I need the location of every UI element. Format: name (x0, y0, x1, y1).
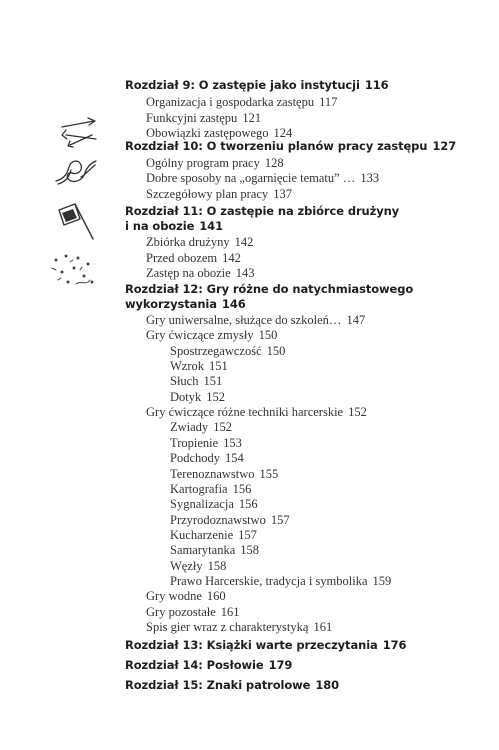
arrows-icon (58, 115, 100, 151)
toc-entry (146, 606, 240, 619)
toc-subentry (170, 529, 257, 542)
page-number: 161 (313, 620, 333, 634)
toc-entry (146, 157, 284, 170)
chapter-10-heading (125, 141, 456, 153)
entry-label: Podchody (170, 451, 220, 465)
page-number: 156 (232, 482, 252, 496)
chapter-title: i na obozie (125, 219, 195, 233)
page-number: 146 (221, 297, 246, 311)
toc-entry (146, 329, 277, 342)
toc-subentry (170, 498, 258, 511)
entry-label: Spostrzegawczość (170, 344, 262, 358)
entry-label: Gry ćwiczące różne techniki harcerskie (146, 405, 344, 419)
chapter-11-heading (125, 206, 399, 218)
entry-label: Samarytanka (170, 543, 236, 557)
chapter-title: Rozdział 9: O zastępie jako instytucji (125, 78, 360, 92)
chapter-title: wykorzystania (125, 297, 217, 311)
toc-entry (146, 406, 367, 419)
scattered-marks-icon (48, 250, 98, 290)
entry-label: Kucharzenie (170, 528, 234, 542)
entry-label: Gry pozostałe (146, 605, 216, 619)
toc-subentry (170, 437, 242, 450)
toc-entry (146, 590, 226, 603)
page-number: 141 (199, 219, 223, 233)
toc-subentry (170, 391, 225, 404)
chapter-15-heading (125, 680, 339, 692)
entry-label: Gry wodne (146, 589, 202, 603)
entry-label: Przed obozem (146, 251, 218, 265)
entry-label: Przyrodoznawstwo (170, 513, 266, 527)
page-number: 150 (266, 344, 286, 358)
entry-label: Gry ćwiczące zmysły (146, 328, 254, 342)
chapter-title: Rozdział 11: O zastępie na zbiórce drużyny (125, 204, 400, 218)
toc-subentry (170, 560, 226, 573)
page-number: 151 (203, 374, 223, 388)
page-number: 116 (364, 78, 389, 92)
chapter-13-heading (125, 640, 406, 652)
page-number: 142 (234, 235, 254, 249)
chapter-title: Rozdział 15: Znaki patrolowe (125, 678, 311, 692)
entry-label: Funkcyjni zastępu (146, 111, 238, 125)
page-number: 152 (213, 420, 232, 434)
entry-label: Sygnalizacja (170, 497, 234, 511)
entry-label: Obowiązki zastępowego (146, 126, 269, 140)
entry-label: Węzły (170, 559, 203, 573)
entry-label: Szczegółowy plan pracy (146, 187, 269, 201)
page-number: 176 (382, 638, 407, 652)
page-number: 137 (273, 187, 292, 201)
toc-entry (146, 96, 337, 109)
chapter-12-heading-cont (125, 299, 246, 311)
chapter-title: Rozdział 12: Gry różne do natychmiastowego (125, 282, 414, 296)
page-number: 155 (259, 467, 279, 481)
toc-entry (146, 172, 379, 185)
knot-icon (53, 153, 99, 193)
page-number: 152 (348, 405, 367, 419)
page-number: 147 (346, 313, 366, 327)
toc-entry (146, 621, 332, 634)
chapter-14-heading (125, 660, 292, 672)
page-number: 160 (206, 589, 226, 603)
toc-subentry (170, 421, 232, 434)
entry-label: Prawo Harcerskie, tradycja i symbolika (170, 574, 368, 588)
page-number: 158 (207, 559, 227, 573)
toc-entry (146, 188, 292, 201)
entry-label: Spis gier wraz z charakterystyką (146, 620, 309, 634)
page-number: 151 (209, 359, 228, 373)
entry-label: Wzrok (170, 359, 205, 373)
entry-label: Terenoznawstwo (170, 467, 255, 481)
page-number: 156 (238, 497, 258, 511)
page-number: 128 (264, 156, 284, 170)
page-number: 157 (270, 513, 290, 527)
chapter-title: Rozdział 13: Książki warte przeczytania (125, 638, 378, 652)
toc-entry (146, 314, 365, 327)
entry-label: Zwiady (170, 420, 209, 434)
entry-label: Gry uniwersalne, służące do szkoleń… (146, 313, 342, 327)
page-number: 161 (220, 605, 240, 619)
page-number: 150 (258, 328, 278, 342)
page-number: 158 (240, 543, 260, 557)
entry-label: Kartografia (170, 482, 228, 496)
toc-subentry (170, 514, 290, 527)
toc-subentry (170, 544, 259, 557)
page-number: 143 (235, 266, 255, 280)
page-number: 159 (372, 574, 392, 588)
flag-icon (53, 200, 97, 242)
entry-label: Dotyk (170, 390, 202, 404)
page-number: 157 (238, 528, 257, 542)
toc-entry (146, 112, 261, 125)
page-number: 127 (432, 139, 457, 153)
toc-entry (146, 127, 292, 140)
entry-label: Tropienie (170, 436, 219, 450)
page-number: 124 (273, 126, 293, 140)
toc-subentry (170, 452, 244, 465)
toc-entry (146, 252, 241, 265)
page-number: 142 (222, 251, 241, 265)
chapter-12-heading (125, 284, 413, 296)
chapter-title: Rozdział 14: Posłowie (125, 658, 264, 672)
entry-label: Zbiórka drużyny (146, 235, 230, 249)
toc-subentry (170, 375, 222, 388)
page-number: 180 (315, 678, 340, 692)
entry-label: Dobre sposoby na „ogarnięcie tematu” … (146, 171, 356, 185)
toc-entry (146, 267, 254, 280)
entry-label: Słuch (170, 374, 199, 388)
entry-label: Zastęp na obozie (146, 266, 231, 280)
entry-label: Organizacja i gospodarka zastępu (146, 95, 315, 109)
page-number: 117 (319, 95, 338, 109)
chapter-title: Rozdział 10: O tworzeniu planów pracy zastępu (125, 139, 428, 153)
chapter-9-heading (125, 80, 389, 92)
toc-subentry (170, 483, 251, 496)
toc-subentry (170, 360, 228, 373)
chapter-11-heading-cont (125, 221, 223, 233)
toc-subentry (170, 345, 285, 358)
page-number: 133 (360, 171, 380, 185)
page-number: 154 (225, 451, 244, 465)
page-number: 179 (268, 658, 293, 672)
toc-subentry (170, 575, 391, 588)
toc-entry (146, 236, 253, 249)
page-number: 121 (242, 111, 262, 125)
page-number: 152 (206, 390, 225, 404)
toc-subentry (170, 468, 278, 481)
page-number: 153 (223, 436, 242, 450)
entry-label: Ogólny program pracy (146, 156, 260, 170)
